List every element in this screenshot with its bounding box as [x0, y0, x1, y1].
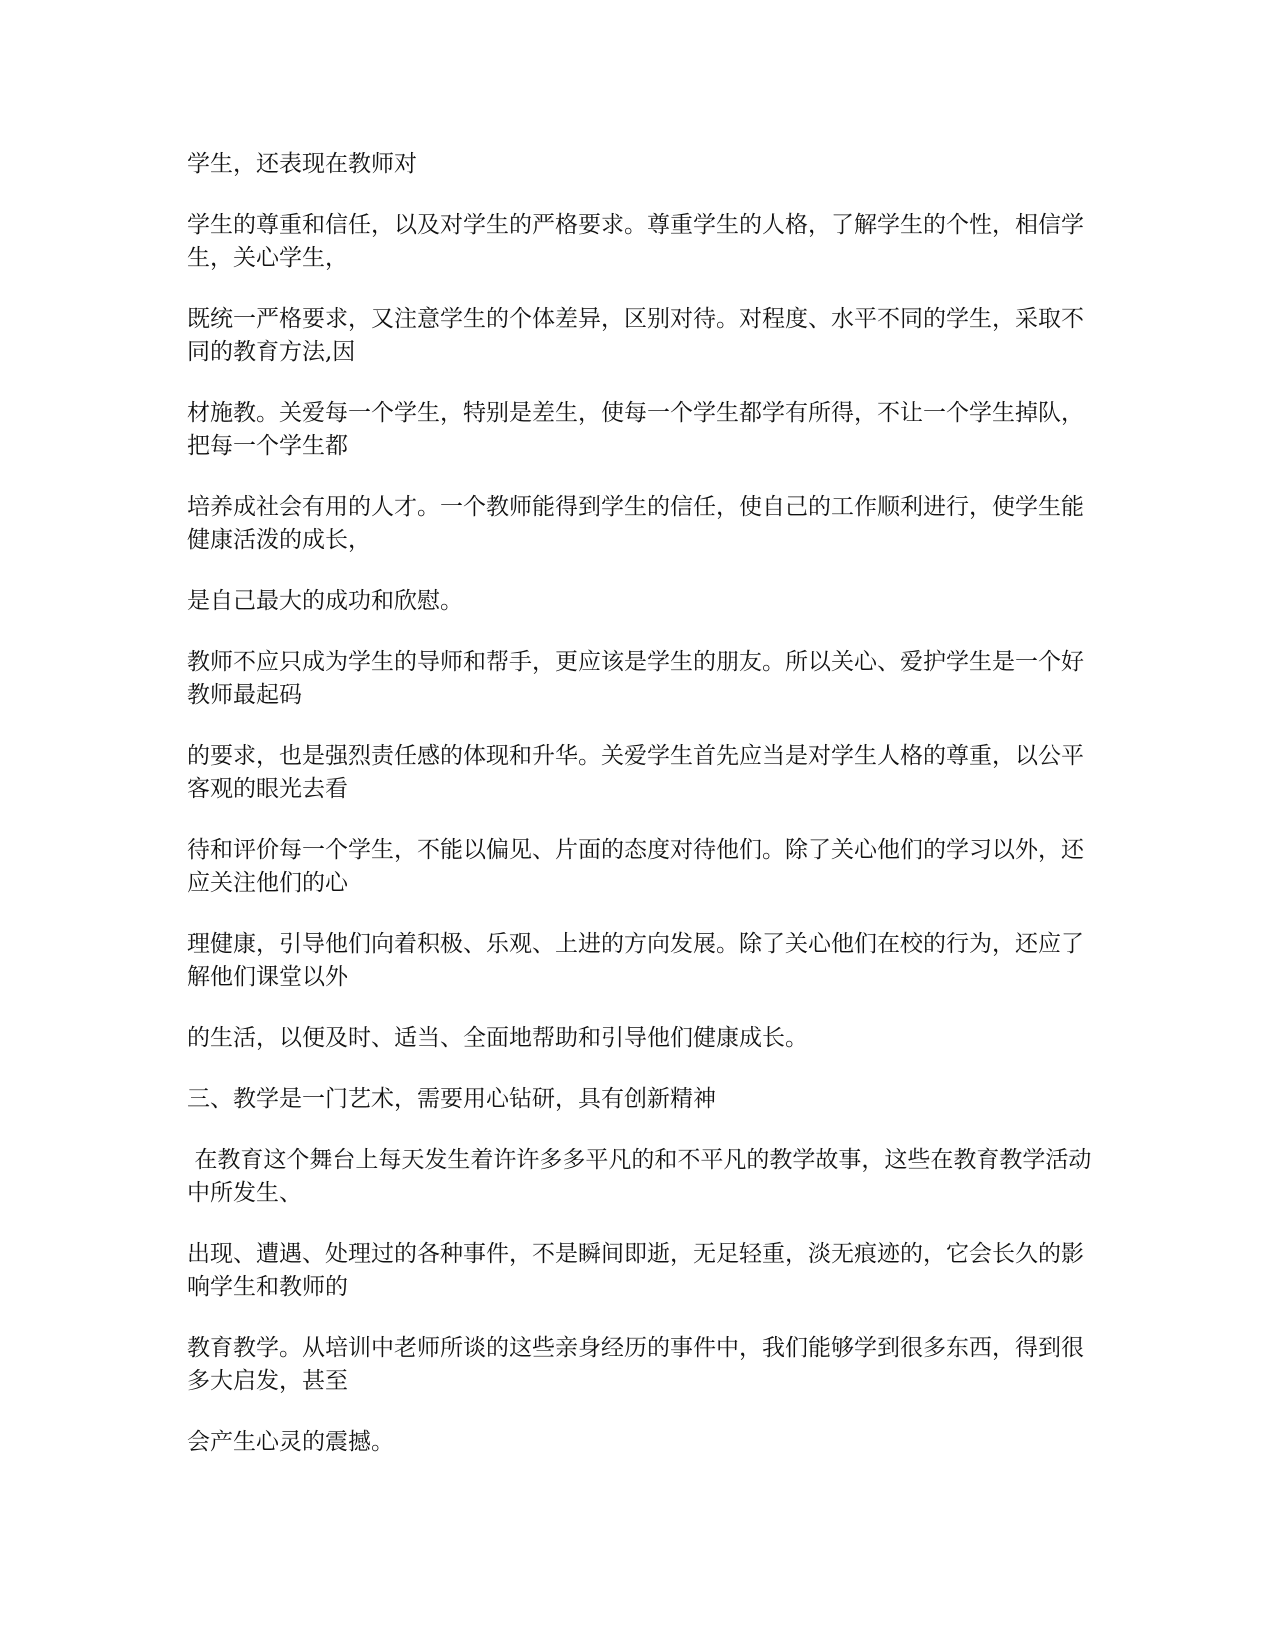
paragraph-7: 教师不应只成为学生的导师和帮手，更应该是学生的朋友。所以关心、爱护学生是一个好教师最起码: [187, 649, 1084, 708]
paragraph-8: 的要求，也是强烈责任感的体现和升华。关爱学生首先应当是对学生人格的尊重，以公平客观的眼光去看: [187, 743, 1084, 802]
paragraph-5: 培养成社会有用的人才。一个教师能得到学生的信任，使自己的工作顺利进行，使学生能健康活泼的成长，: [187, 494, 1084, 553]
paragraph-10: 理健康，引导他们向着积极、乐观、上进的方向发展。除了关心他们在校的行为，还应了解他们课堂以外: [187, 931, 1084, 990]
paragraph-15: 教育教学。从培训中老师所谈的这些亲身经历的事件中，我们能够学到很多东西，得到很多大启发，甚至: [187, 1335, 1084, 1394]
document-body: [187, 148, 1092, 1459]
paragraph-2: 学生的尊重和信任，以及对学生的严格要求。尊重学生的人格，了解学生的个性，相信学生，关心学生，: [187, 212, 1084, 271]
paragraph-13: 在教育这个舞台上每天发生着许许多多平凡的和不平凡的教学故事，这些在教育教学活动中所发生、: [187, 1147, 1092, 1206]
paragraph-3: 既统一严格要求，又注意学生的个体差异，区别对待。对程度、水平不同的学生，采取不同的教育方法,因: [187, 306, 1084, 365]
paragraph-6: 是自己最大的成功和欣慰。: [187, 588, 463, 614]
paragraph-11: 的生活，以便及时、适当、全面地帮助和引导他们健康成长。: [187, 1025, 808, 1051]
paragraph-1: 学生，还表现在教师对: [187, 151, 417, 177]
paragraph-16: 会产生心灵的震撼。: [187, 1429, 394, 1455]
paragraph-4: 材施教。关爱每一个学生，特别是差生，使每一个学生都学有所得，不让一个学生掉队，把每一个学生都: [187, 400, 1084, 459]
paragraph-14: 出现、遭遇、处理过的各种事件，不是瞬间即逝，无足轻重，淡无痕迹的，它会长久的影响学生和教师的: [187, 1241, 1084, 1300]
section-heading: 三、教学是一门艺术，需要用心钻研，具有创新精神: [187, 1086, 716, 1112]
paragraph-9: 待和评价每一个学生，不能以偏见、片面的态度对待他们。除了关心他们的学习以外，还应关注他们的心: [187, 837, 1084, 896]
